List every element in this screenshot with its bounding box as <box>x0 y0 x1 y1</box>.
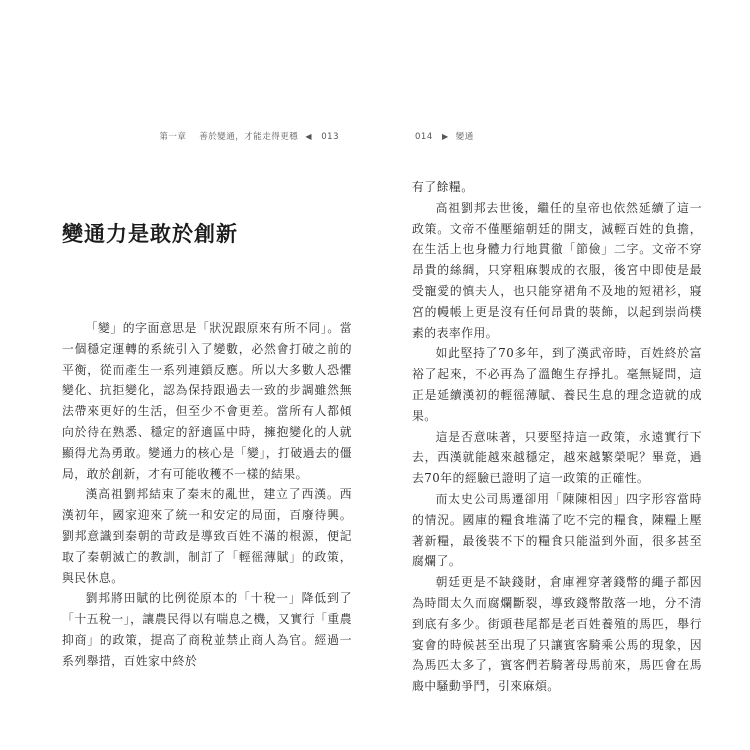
paragraph: 劉邦將田賦的比例從原本的「十稅一」降低到了「十五稅一」，讓農民得以有喘息之機，又實行「重農抑商」的政策，提高了商稅並禁止商人為官。經過一系列舉措，百姓家中終於 <box>62 591 352 668</box>
paragraph: 漢高祖劉邦結束了秦末的亂世，建立了西漢。西漢初年，國家迎來了統一和安定的局面，百廢待興。劉邦意識到秦朝的苛政是導致百姓不滿的根源，便記取了秦朝滅亡的教訓，制訂了「輕徭薄賦」的政策，與民休息。 <box>62 487 352 585</box>
left-arrow-icon: ◀ <box>305 132 313 141</box>
paragraph: 高祖劉邦去世後，繼任的皇帝也依然延續了這一政策。文帝不僅壓縮朝廷的開支，減輕百姓的負擔，在生活上也身體力行地貫徹「節儉」二字。文帝不穿昂貴的絲綢，只穿粗麻製成的衣服，後宮中即使是最受寵愛的慎夫人，也只能穿裙角不及地的短裙衫，寢宮的幔帳上更是沒有任何昂貴的裝飾，以起到崇尚樸素的表率作用。 <box>412 200 702 340</box>
paragraph: 而太史公司馬遷卻用「陳陳相因」四字形容當時的情況。國庫的糧食堆滿了吃不完的糧食，陳糧上壓著新糧，最後裝不下的糧食只能溢到外面，很多甚至腐爛了。 <box>412 491 702 569</box>
right-page <box>375 0 750 750</box>
paragraph: 有了餘糧。 <box>412 180 474 194</box>
chapter-label: 第一章 <box>159 132 187 142</box>
paragraph: 這是否意味著，只要堅持這一政策，永遠實行下去，西漢就能越來越穩定，越來越繁榮呢？畢竟，過去70年的經驗已證明了這一政策的正確性。 <box>412 429 702 486</box>
right-page-number: 014 <box>415 132 433 142</box>
left-body-text <box>62 318 352 672</box>
paragraph: 「變」的字面意思是「狀況跟原來有所不同」。當一個穩定運轉的系統引入了變數，必然會打破之前的平衡，從而產生一系列連鎖反應。所以大多數人恐懼變化、抗拒變化，認為保持跟過去一致的步調雖然無法帶來更好的生活，但至少不會更差。當所有人都傾向於待在熟悉、穩定的舒適區中時，擁抱變化的人就顯得尤為勇敢。變通力的核心是「變」，打破過去的僵局，敢於創新，才有可能收穫不一樣的結果。 <box>62 321 352 481</box>
chapter-running-title: 善於變通，才能走得更穩 <box>199 132 299 142</box>
paragraph: 如此堅持了70多年，到了漢武帝時，百姓終於富裕了起來，不必再為了溫飽生存掙扎。毫無疑問，這正是延續漢初的輕徭薄賦、養民生息的理念造就的成果。 <box>412 346 702 423</box>
left-page-number: 013 <box>321 132 339 142</box>
chapter-title: 變通力是敢於創新 <box>62 222 238 246</box>
paragraph: 朝廷更是不缺錢財，倉庫裡穿著錢幣的繩子都因為時間太久而腐爛斷裂，導致錢幣散落一地，分不清到底有多少。街頭巷尾都是老百姓養殖的馬匹，舉行宴會的時候甚至出現了只讓賓客騎乘公馬的現象，因為馬匹太多了，賓客們若騎著母馬前來，馬匹會在馬廄中騷動爭鬥，引來麻煩。 <box>412 575 702 694</box>
right-arrow-icon: ▶ <box>441 132 449 141</box>
right-running-head <box>413 130 474 142</box>
right-body-text <box>412 177 702 697</box>
left-running-head <box>159 130 341 142</box>
right-running-title: 變通 <box>455 132 474 142</box>
